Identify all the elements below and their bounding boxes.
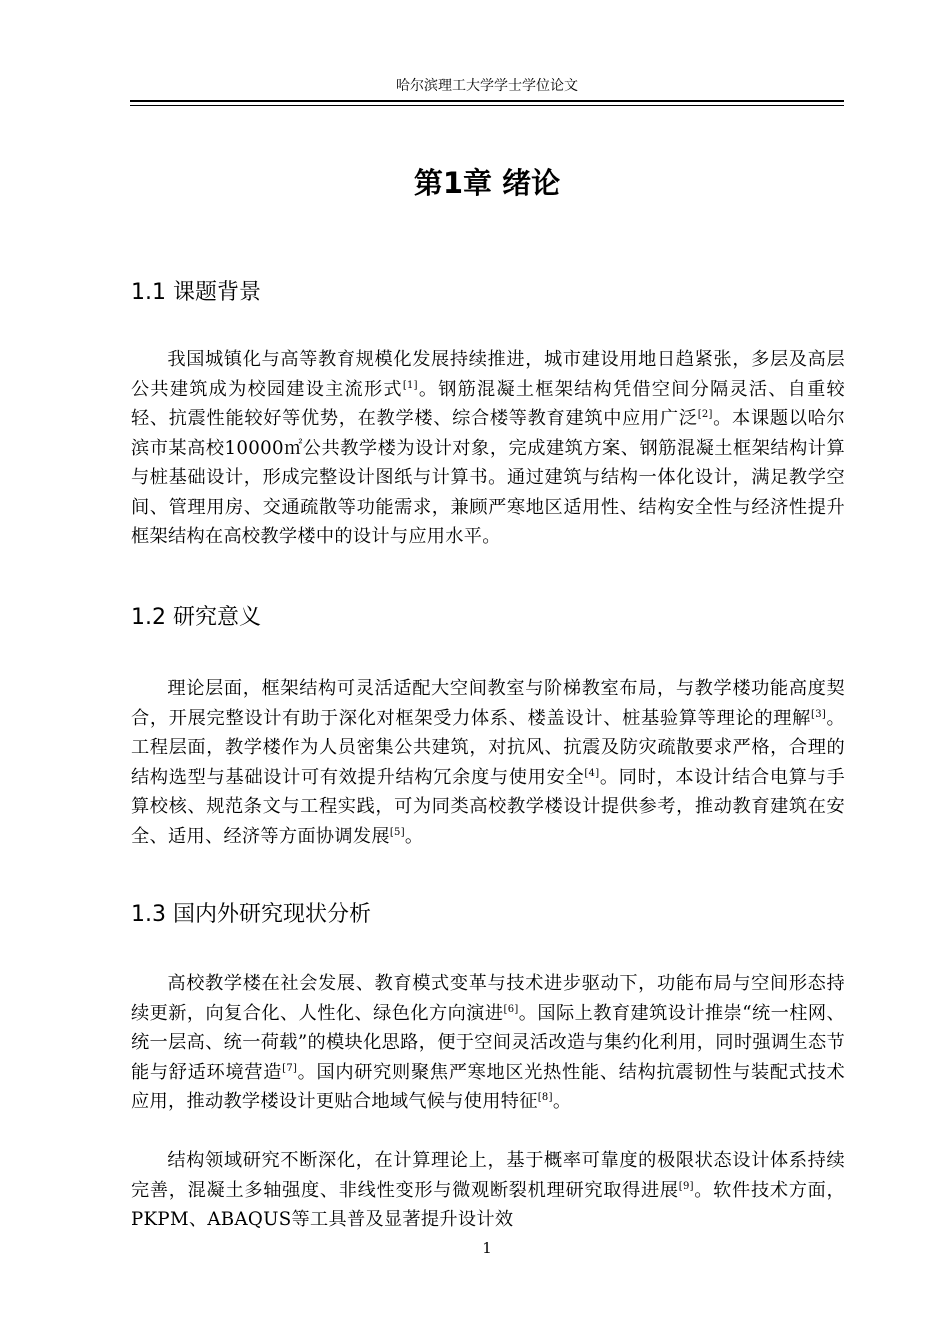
paragraph-text: 。软件技术方面，PKPM、ABAQUS等工具普及显著提升设计效 <box>131 1179 845 1230</box>
paragraph-research-status-1 <box>131 969 845 1117</box>
section-heading-1-2: 1.2 研究意义 <box>131 605 261 630</box>
paragraph-text: 高校教学楼在社会发展、教育模式变革与技术进步驱动下，功能布局与空间形态持续更新，向复合化、人性化、绿色化方向演进 <box>131 973 845 1024</box>
paragraph-text: 。 <box>552 1091 572 1112</box>
page-number: 1 <box>482 1239 492 1257</box>
paragraph-background <box>131 345 845 552</box>
paragraph-text: 。国际上教育建筑设计推崇“统一柱网、统一层高、统一荷载”的模块化思路，便于空间灵活改造与集约化利用，同时强调生态节能与舒适环境营造 <box>131 1002 845 1083</box>
paragraph-research-status-2 <box>131 1146 845 1235</box>
citation-ref: [5] <box>389 826 405 838</box>
section-heading-1-3: 1.3 国内外研究现状分析 <box>131 902 371 927</box>
paragraph-text: 理论层面，框架结构可灵活适配大空间教室与阶梯教室布局，与教学楼功能高度契合，开展完整设计有助于深化对框架受力体系、楼盖设计、桩基验算等理论的理解 <box>131 678 845 729</box>
chapter-title: 第1章 绪论 <box>413 166 561 200</box>
citation-ref: [6] <box>503 1003 519 1015</box>
citation-ref: [3] <box>811 708 827 720</box>
paragraph-significance <box>131 674 845 851</box>
paragraph-text: 我国城镇化与高等教育规模化发展持续推进，城市建设用地日趋紧张，多层及高层公共建筑成为校园建设主流形式 <box>131 349 845 400</box>
paragraph-text: 结构领域研究不断深化，在计算理论上，基于概率可靠度的极限状态设计体系持续完善，混凝土多轴强度、非线性变形与微观断裂机理研究取得进展 <box>131 1150 845 1201</box>
section-heading-1-1: 1.1 课题背景 <box>131 280 261 305</box>
paragraph-text: 。工程层面，教学楼作为人员密集公共建筑，对抗风、抗震及防灾疏散要求严格，合理的结构选型与基础设计可有效提升结构冗余度与使用安全 <box>131 707 845 788</box>
citation-ref: [8] <box>537 1091 553 1103</box>
citation-ref: [4] <box>584 767 600 779</box>
citation-ref: [9] <box>678 1180 694 1192</box>
paragraph-text: 。同时，本设计结合电算与手算校核、规范条文与工程实践，可为同类高校教学楼设计提供参考，推动教育建筑在安全、适用、经济等方面协调发展 <box>131 766 846 847</box>
paragraph-text: 。 <box>404 825 424 847</box>
citation-ref: [2] <box>697 408 713 420</box>
paragraph-text: 。本课题以哈尔滨市某高校10000㎡公共教学楼为设计对象，完成建筑方案、钢筋混凝土框架结构计算与桩基础设计，形成完整设计图纸与计算书。通过建筑与结构一体化设计，满足教学空间、管理用房、交通疏散等功能需求，兼顾严寒地区适用性、结构安全性与经济性提升框架结构在高校教学楼中的设计与应用水平。 <box>131 408 845 547</box>
paragraph-text: 。钢筋混凝土框架结构凭借空间分隔灵活、自重较轻、抗震性能较好等优势，在教学楼、综合楼等教育建筑中应用广泛 <box>131 378 846 429</box>
citation-ref: [1] <box>402 379 418 391</box>
citation-ref: [7] <box>282 1062 298 1074</box>
header-rule <box>130 100 844 106</box>
running-header: 哈尔滨理工大学学士学位论文 <box>396 78 578 94</box>
paragraph-text: 。国内研究则聚焦严寒地区光热性能、结构抗震韧性与装配式技术应用，推动教学楼设计更贴合地域气候与使用特征 <box>131 1061 845 1112</box>
